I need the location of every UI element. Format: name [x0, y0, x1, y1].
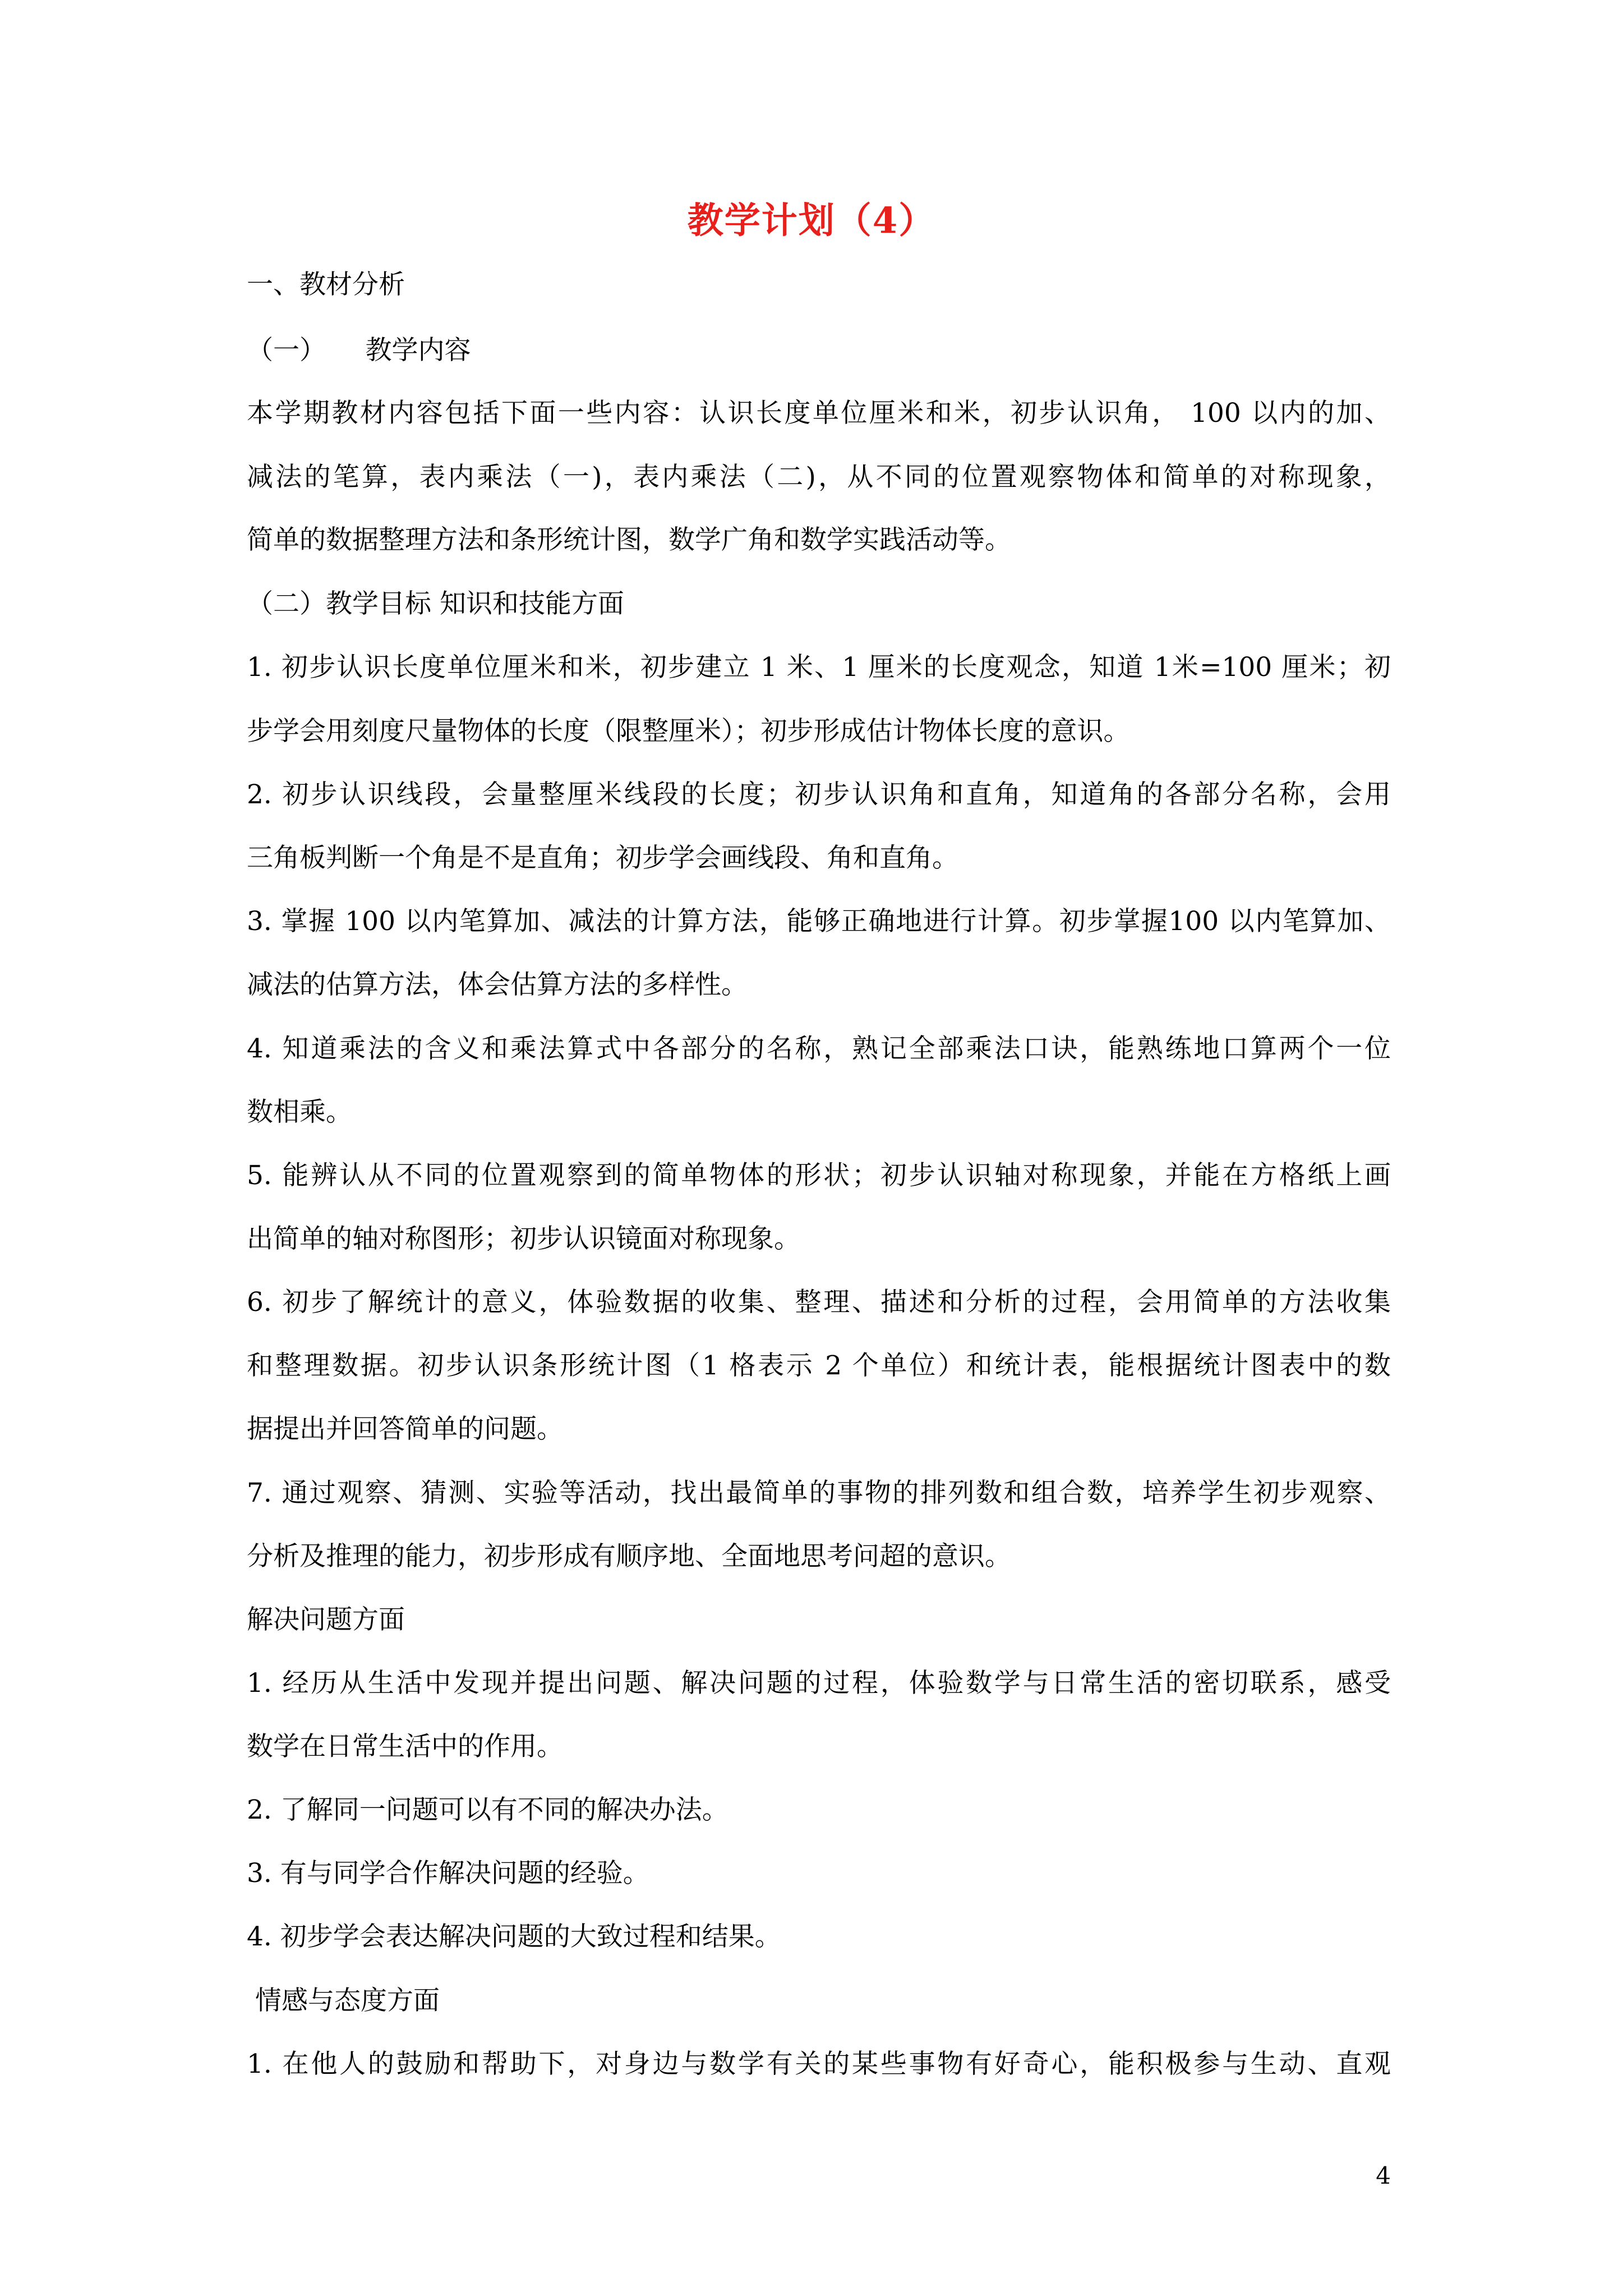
subheading-teaching-content: （一） 教学内容 — [247, 335, 471, 366]
list-item-line: 三角板判断一个角是不是直角；初步学会画线段、角和直角。 — [247, 843, 958, 873]
list-item-line: 1. 初步认识长度单位厘米和米，初步建立 1 米、1 厘米的长度观念，知道 1米=100 厘米；初 — [247, 652, 1391, 683]
list-item-line: 2. 初步认识线段，会量整厘米线段的长度；初步认识角和直角，知道角的各部分名称，会用 — [247, 779, 1391, 810]
list-item-line: 3. 掌握 100 以内笔算加、减法的计算方法，能够正确地进行计算。初步掌握100 以内笔算加、 — [247, 906, 1391, 937]
list-item-line: 减法的估算方法，体会估算方法的多样性。 — [247, 969, 748, 1000]
list-item-line: 和整理数据。初步认识条形统计图（1 格表示 2 个单位）和统计表，能根据统计图表中的数 — [247, 1350, 1391, 1381]
paragraph-line: 本学期教材内容包括下面一些内容：认识长度单位厘米和米，初步认识角， 100 以内的加、 — [247, 398, 1391, 429]
list-item-line: 据提出并回答简单的问题。 — [247, 1414, 563, 1444]
document-title: 教学计划（4） — [687, 200, 936, 242]
list-item-line: 分析及推理的能力，初步形成有顺序地、全面地思考问超的意识。 — [247, 1541, 1011, 1572]
list-item-line: 1. 在他人的鼓励和帮助下，对身边与数学有关的某些事物有好奇心，能积极参与生动、直观 — [247, 2049, 1391, 2079]
list-item-line: 2. 了解同一问题可以有不同的解决办法。 — [247, 1795, 728, 1825]
list-item-line: 5. 能辨认从不同的位置观察到的简单物体的形状；初步认识轴对称现象，并能在方格纸上画 — [247, 1160, 1391, 1191]
list-item-line: 4. 知道乘法的含义和乘法算式中各部分的名称，熟记全部乘法口诀，能熟练地口算两个一位 — [247, 1033, 1391, 1064]
list-item-line: 步学会用刻度尺量物体的长度（限整厘米）；初步形成估计物体长度的意识。 — [247, 716, 1130, 747]
heading-materials-analysis: 一、教材分析 — [247, 269, 405, 300]
list-item-line: 4. 初步学会表达解决问题的大致过程和结果。 — [247, 1921, 781, 1952]
subheading-teaching-goals: （二）教学目标 知识和技能方面 — [247, 588, 624, 619]
paragraph-line: 减法的笔算，表内乘法（一)，表内乘法（二)，从不同的位置观察物体和简单的对称现象， — [247, 462, 1391, 493]
list-item-line: 3. 有与同学合作解决问题的经验。 — [247, 1858, 649, 1889]
list-item-line: 7. 通过观察、猜测、实验等活动，找出最简单的事物的排列数和组合数，培养学生初步观察、 — [247, 1478, 1391, 1508]
list-item-line: 1. 经历从生活中发现并提出问题、解决问题的过程，体验数学与日常生活的密切联系，感受 — [247, 1668, 1391, 1699]
page-number: 4 — [1376, 2162, 1391, 2189]
subheading-attitude: 情感与态度方面 — [247, 1985, 440, 2016]
subheading-problem-solving: 解决问题方面 — [247, 1604, 405, 1635]
list-item-line: 数相乘。 — [247, 1097, 352, 1128]
list-item-line: 6. 初步了解统计的意义，体验数据的收集、整理、描述和分析的过程，会用简单的方法收集 — [247, 1287, 1391, 1318]
list-item-line: 数学在日常生活中的作用。 — [247, 1731, 563, 1762]
paragraph-line: 简单的数据整理方法和条形统计图，数学广角和数学实践活动等。 — [247, 524, 1011, 555]
list-item-line: 出简单的轴对称图形；初步认识镜面对称现象。 — [247, 1223, 800, 1254]
